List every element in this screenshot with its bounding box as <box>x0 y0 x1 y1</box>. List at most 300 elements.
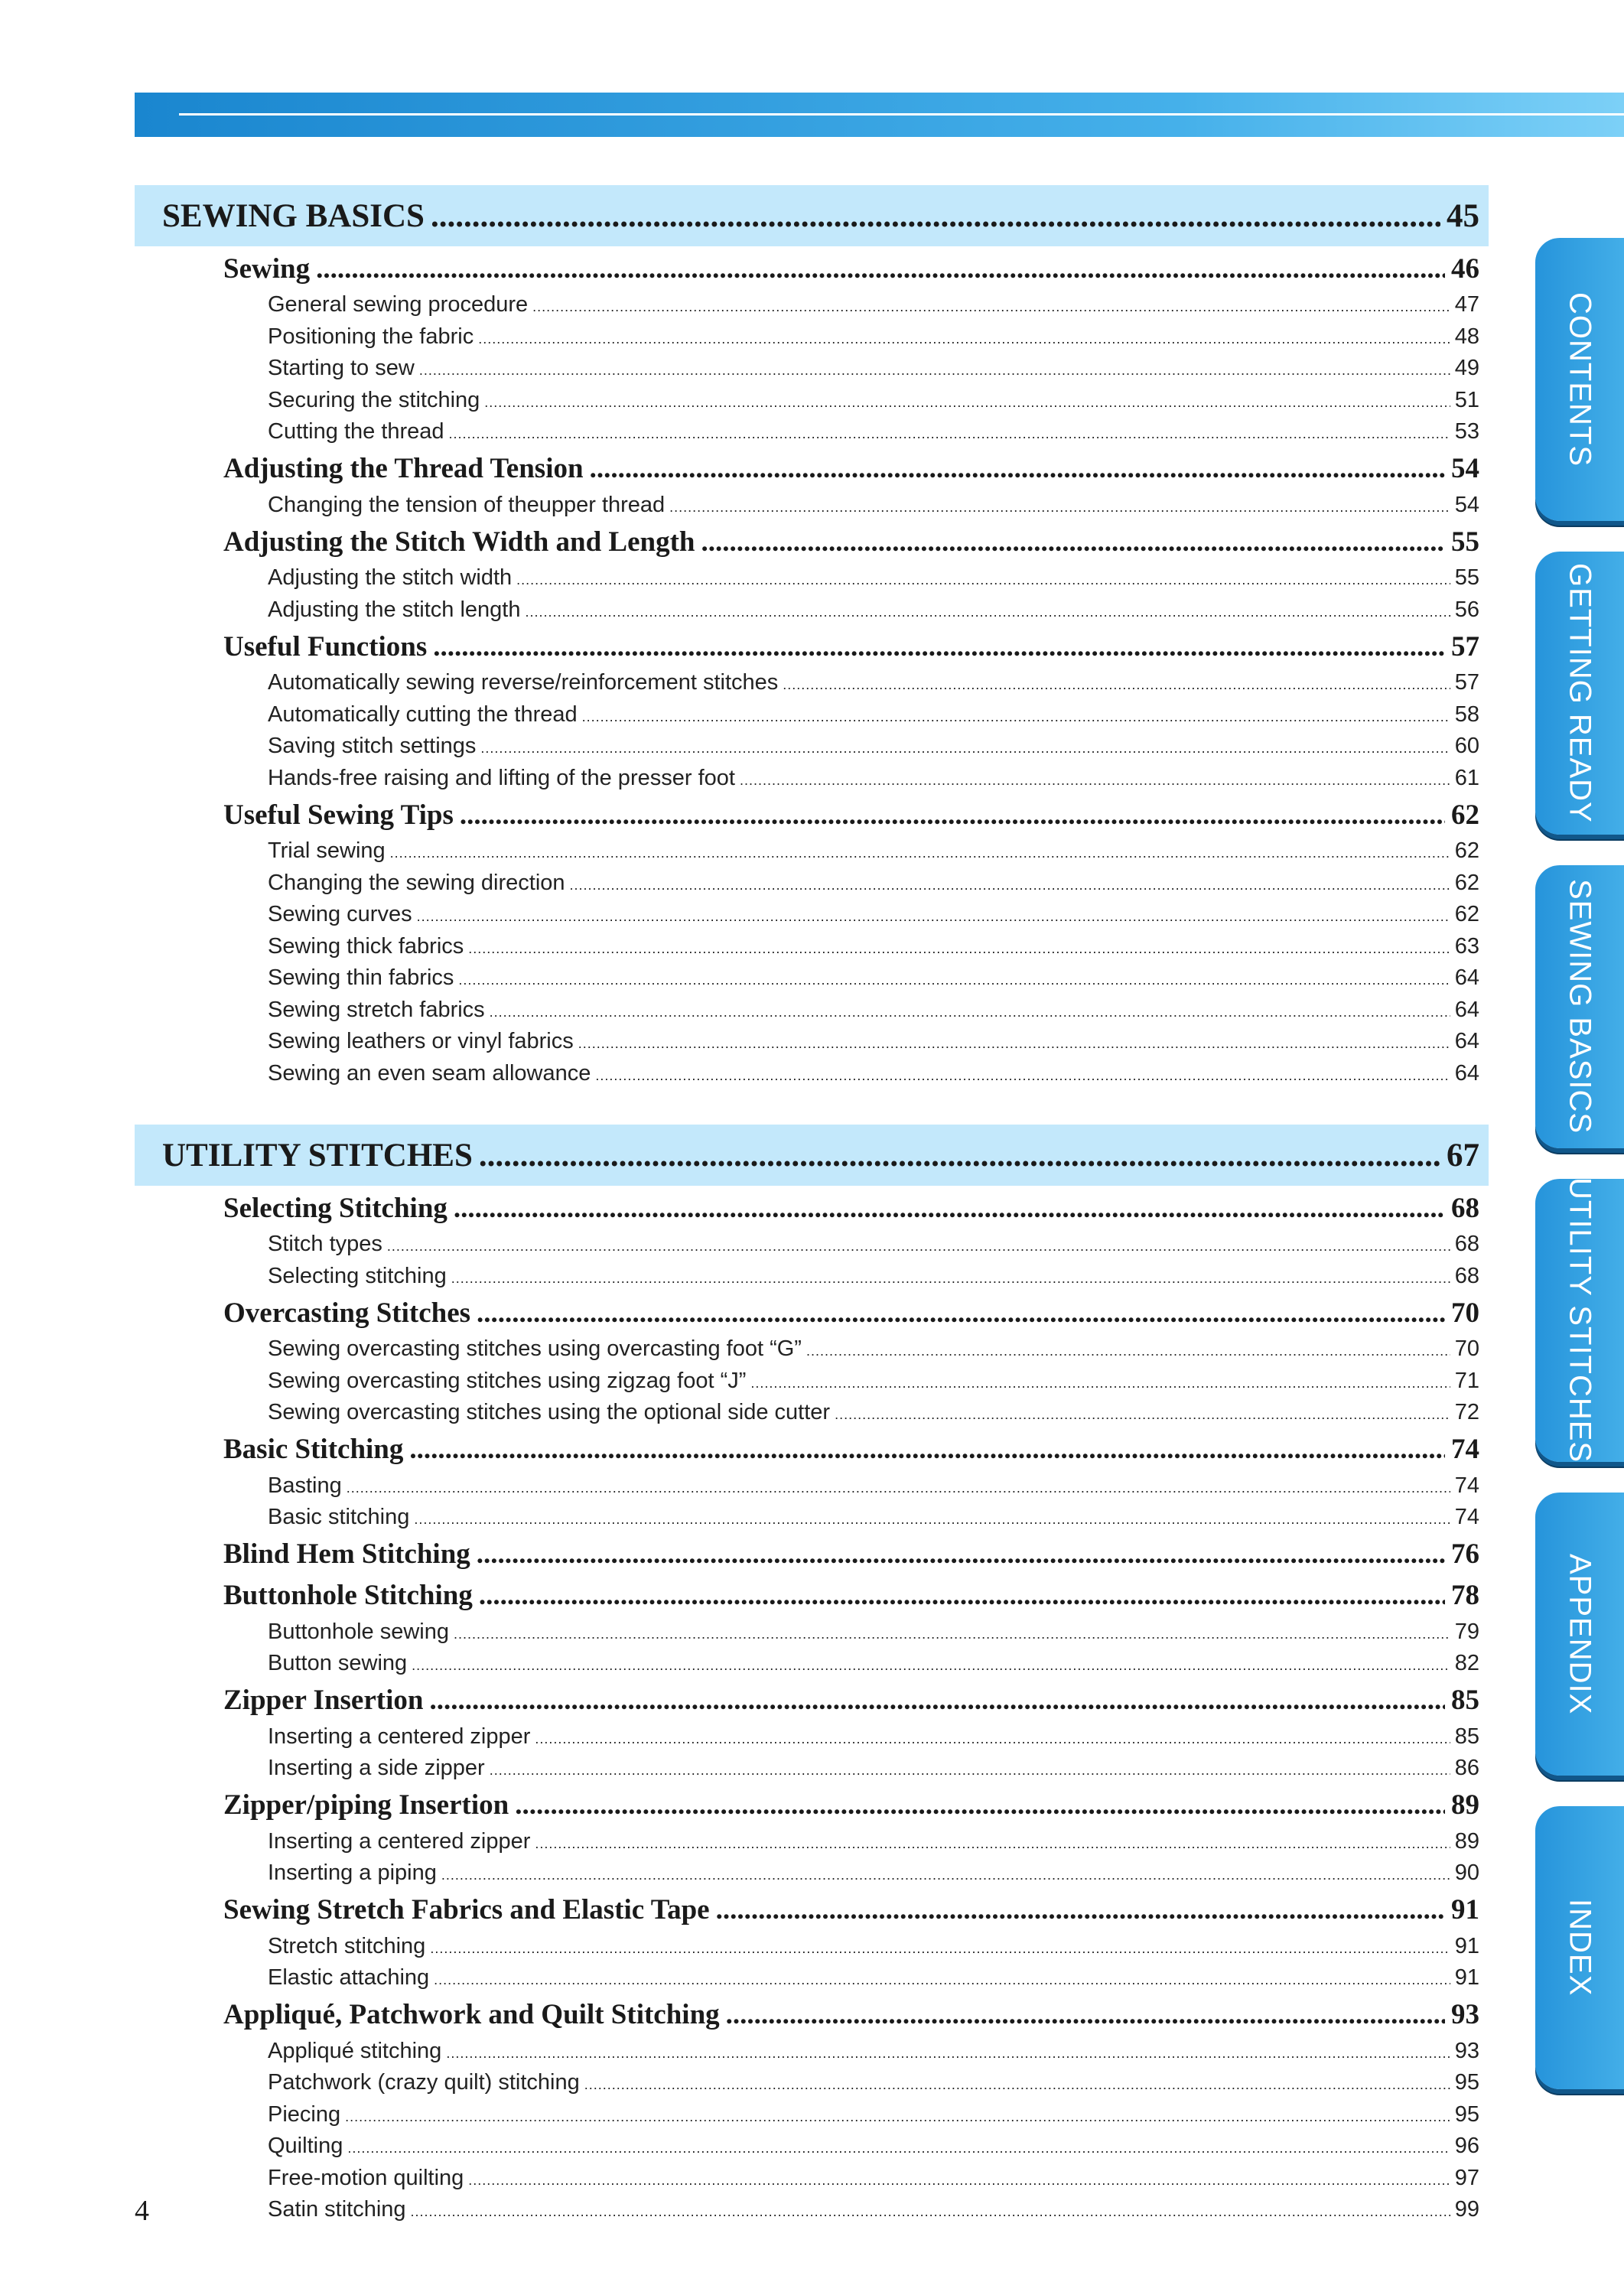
item-entry-page: 55 <box>1454 565 1479 591</box>
subsection <box>135 1575 1489 1616</box>
toc-item <box>135 1721 1489 1753</box>
dot-leader <box>578 1036 1450 1052</box>
item-entry-label: General sewing procedure <box>268 292 529 317</box>
toc-item <box>135 353 1489 385</box>
toc-item <box>135 1753 1489 1785</box>
item-entry-page: 93 <box>1454 2038 1479 2063</box>
subsection-entry-label: Sewing <box>223 252 311 285</box>
dot-leader <box>701 526 1446 558</box>
subsection-entry-page: 91 <box>1451 1894 1479 1926</box>
item-entry-label: Patchwork (crazy quilt) stitching <box>268 2070 580 2095</box>
dot-leader <box>525 604 1450 620</box>
subsection-entry-page: 89 <box>1451 1789 1479 1821</box>
dot-leader <box>390 845 1450 861</box>
item-entry[interactable] <box>268 1473 1479 1499</box>
item-entry[interactable] <box>268 1620 1479 1645</box>
dot-leader <box>429 1684 1445 1717</box>
subsection-entry-label: Basic Stitching <box>223 1434 404 1465</box>
dot-leader <box>490 1763 1450 1779</box>
item-entry[interactable] <box>268 965 1479 991</box>
dot-leader <box>414 1512 1450 1528</box>
item-entry[interactable] <box>268 1965 1479 1991</box>
item-entry-label: Button sewing <box>268 1651 408 1676</box>
tab-label: UTILITY STITCHES <box>1563 1177 1597 1463</box>
subsection-entry[interactable] <box>223 1789 1479 1821</box>
section-entry-label: SEWING BASICS <box>162 197 425 234</box>
dot-leader <box>783 677 1450 693</box>
item-entry[interactable] <box>268 1651 1479 1676</box>
section-header <box>135 1125 1489 1186</box>
item-entry-label: Sewing overcasting stitches using zigzag foot “J” <box>268 1368 747 1393</box>
item-entry-label: Saving stitch settings <box>268 734 477 759</box>
item-entry-label: Buttonhole sewing <box>268 1619 449 1644</box>
toc-item <box>135 1962 1489 1994</box>
dot-leader <box>835 1407 1450 1423</box>
toc-item <box>135 1366 1489 1398</box>
item-entry-label: Quilting <box>268 2134 343 2159</box>
item-entry-page: 62 <box>1454 902 1479 927</box>
dot-leader <box>431 197 1440 235</box>
item-entry-label: Stretch stitching <box>268 1933 426 1958</box>
item-entry[interactable] <box>268 1264 1479 1289</box>
item-entry-page: 57 <box>1454 670 1479 695</box>
dot-leader <box>479 1137 1440 1174</box>
subsection-entry[interactable] <box>223 799 1479 832</box>
toc-item <box>135 1026 1489 1058</box>
subsection-entry-label: Overcasting Stitches <box>223 1297 471 1329</box>
table-of-contents <box>135 185 1489 2226</box>
toc-item <box>135 2067 1489 2099</box>
item-entry-label: Inserting a centered zipper <box>268 1724 531 1749</box>
item-entry-label: Securing the stitching <box>268 387 480 412</box>
dot-leader <box>584 2077 1450 2093</box>
tab-appendix[interactable] <box>1535 1493 1624 1776</box>
item-entry-label: Hands-free raising and lifting of the presser foot <box>268 765 735 790</box>
subsection-entry-label: Useful Functions <box>223 630 428 662</box>
item-entry-page: 89 <box>1454 1828 1479 1854</box>
item-entry-page: 72 <box>1454 1400 1479 1425</box>
dot-leader <box>430 1941 1450 1957</box>
dot-leader <box>480 741 1450 757</box>
dot-leader <box>316 252 1445 285</box>
item-entry[interactable] <box>268 838 1479 864</box>
item-entry-page: 47 <box>1454 292 1479 317</box>
item-entry-label: Starting to sew <box>268 356 415 381</box>
item-entry-page: 90 <box>1454 1860 1479 1886</box>
item-entry[interactable] <box>268 292 1479 317</box>
subsection-entry[interactable] <box>223 1998 1479 2031</box>
dot-leader <box>750 1375 1450 1392</box>
item-entry-page: 91 <box>1454 1965 1479 1991</box>
tab-contents[interactable] <box>1535 238 1624 521</box>
item-entry-label: Adjusting the stitch width <box>268 565 513 591</box>
dot-leader <box>516 572 1450 588</box>
toc-item <box>135 2163 1489 2195</box>
subsection <box>135 1680 1489 1721</box>
item-entry[interactable] <box>268 2039 1479 2064</box>
toc-item <box>135 2099 1489 2131</box>
toc-item <box>135 1931 1489 1963</box>
dot-leader <box>726 1998 1445 2031</box>
item-entry-page: 58 <box>1454 702 1479 727</box>
item-entry-page: 64 <box>1454 1060 1479 1086</box>
dot-leader <box>582 709 1450 725</box>
item-entry[interactable] <box>268 356 1479 381</box>
item-entry-page: 95 <box>1454 2070 1479 2095</box>
dot-leader <box>477 1297 1445 1330</box>
toc-item <box>135 667 1489 699</box>
dot-leader <box>460 799 1445 832</box>
toc-item <box>135 1058 1489 1090</box>
dot-leader <box>806 1343 1450 1359</box>
dot-leader <box>468 941 1450 957</box>
item-entry[interactable] <box>268 702 1479 728</box>
item-entry[interactable] <box>268 1061 1479 1086</box>
subsection-entry-label: Adjusting the Thread Tension <box>223 453 584 484</box>
subsection-entry[interactable] <box>223 252 1479 285</box>
subsection <box>135 1534 1489 1575</box>
item-entry-label: Basting <box>268 1473 342 1498</box>
dot-leader <box>434 1972 1450 1988</box>
subsection <box>135 1785 1489 1826</box>
subsection-entry-label: Blind Hem Stitching <box>223 1538 470 1570</box>
item-entry-label: Automatically cutting the thread <box>268 702 578 727</box>
item-entry-label: Cutting the thread <box>268 419 444 444</box>
dot-leader <box>419 363 1450 379</box>
item-entry[interactable] <box>268 998 1479 1023</box>
item-entry[interactable] <box>268 934 1479 959</box>
dot-leader <box>479 1579 1445 1612</box>
item-entry-page: 56 <box>1454 597 1479 622</box>
item-entry-label: Appliqué stitching <box>268 2038 442 2063</box>
item-entry-label: Sewing stretch fabrics <box>268 997 485 1022</box>
toc-item <box>135 699 1489 731</box>
subsection <box>135 626 1489 667</box>
subsection-entry[interactable] <box>223 1297 1479 1330</box>
item-entry[interactable] <box>268 419 1479 444</box>
subsection-entry[interactable] <box>223 526 1479 558</box>
item-entry-label: Sewing an even seam allowance <box>268 1060 591 1086</box>
dot-leader <box>433 630 1445 663</box>
toc-item <box>135 1229 1489 1261</box>
dot-leader <box>446 2046 1450 2062</box>
toc-item <box>135 1648 1489 1680</box>
subsection <box>135 1292 1489 1333</box>
tab-index[interactable] <box>1535 1806 1624 2089</box>
item-entry-page: 91 <box>1454 1933 1479 1958</box>
item-entry-page: 74 <box>1454 1473 1479 1498</box>
dot-leader <box>669 500 1450 516</box>
item-entry-label: Sewing overcasting stitches using overcasting foot “G” <box>268 1336 802 1362</box>
item-entry-label: Inserting a side zipper <box>268 1756 485 1781</box>
dot-leader <box>451 1271 1450 1287</box>
dot-leader <box>490 1004 1450 1021</box>
dot-leader <box>468 2173 1450 2189</box>
toc-item <box>135 1616 1489 1649</box>
toc-item <box>135 562 1489 594</box>
section-entry[interactable] <box>162 1137 1479 1174</box>
item-entry-page: 61 <box>1454 765 1479 790</box>
toc-item <box>135 416 1489 448</box>
subsection-entry-page: 70 <box>1451 1297 1479 1329</box>
subsection-entry-page: 57 <box>1451 630 1479 662</box>
item-entry-page: 68 <box>1454 1263 1479 1288</box>
item-entry-label: Free-motion quilting <box>268 2165 464 2190</box>
item-entry-label: Positioning the fabric <box>268 324 474 349</box>
toc-item <box>135 763 1489 795</box>
toc-item <box>135 1502 1489 1534</box>
tab-sewing-basics[interactable] <box>1535 865 1624 1148</box>
item-entry[interactable] <box>268 670 1479 695</box>
item-entry[interactable] <box>268 1400 1479 1425</box>
subsection <box>135 521 1489 562</box>
item-entry[interactable] <box>268 324 1479 350</box>
item-entry-label: Changing the sewing direction <box>268 870 565 895</box>
toc-item <box>135 1470 1489 1502</box>
dot-leader <box>441 1867 1450 1883</box>
header-bar <box>135 93 1624 137</box>
dot-leader <box>345 2109 1450 2125</box>
subsection-entry-label: Selecting Stitching <box>223 1192 447 1224</box>
dot-leader <box>590 452 1445 485</box>
dot-leader <box>417 909 1450 925</box>
item-entry-label: Sewing overcasting stitches using the optional side cutter <box>268 1400 831 1425</box>
subsection <box>135 1429 1489 1470</box>
item-entry[interactable] <box>268 388 1479 413</box>
item-entry-label: Sewing thin fabrics <box>268 965 454 991</box>
item-entry[interactable] <box>268 1232 1479 1257</box>
item-entry[interactable] <box>268 1934 1479 1959</box>
dot-leader <box>347 2140 1450 2157</box>
item-entry[interactable] <box>268 2197 1479 2222</box>
item-entry-page: 64 <box>1454 1029 1479 1054</box>
item-entry[interactable] <box>268 1756 1479 1781</box>
dot-leader <box>535 1731 1450 1747</box>
toc-item <box>135 931 1489 963</box>
item-entry-page: 53 <box>1454 419 1479 444</box>
toc-item <box>135 594 1489 627</box>
item-entry-page: 97 <box>1454 2165 1479 2190</box>
subsection-entry[interactable] <box>223 1538 1479 1571</box>
subsection-entry-label: Appliqué, Patchwork and Quilt Stitching <box>223 1999 720 2030</box>
tab-label: APPENDIX <box>1563 1553 1597 1715</box>
dot-leader <box>532 299 1450 315</box>
item-entry[interactable] <box>268 2166 1479 2191</box>
item-entry[interactable] <box>268 734 1479 759</box>
item-entry-label: Elastic attaching <box>268 1965 430 1991</box>
toc-item <box>135 1397 1489 1429</box>
item-entry[interactable] <box>268 1029 1479 1054</box>
item-entry-page: 63 <box>1454 933 1479 959</box>
item-entry-label: Inserting a centered zipper <box>268 1828 531 1854</box>
dot-leader <box>458 972 1450 988</box>
item-entry-label: Satin stitching <box>268 2197 406 2222</box>
item-entry[interactable] <box>268 1336 1479 1362</box>
subsection-entry-label: Zipper Insertion <box>223 1685 424 1716</box>
tab-label: GETTING READY <box>1563 563 1597 823</box>
item-entry[interactable] <box>268 871 1479 896</box>
subsection-entry[interactable] <box>223 1684 1479 1717</box>
subsection-entry-label: Sewing Stretch Fabrics and Elastic Tape <box>223 1894 710 1926</box>
item-entry-page: 71 <box>1454 1368 1479 1393</box>
item-entry-page: 60 <box>1454 734 1479 759</box>
item-entry-page: 82 <box>1454 1651 1479 1676</box>
item-entry-page: 74 <box>1454 1505 1479 1530</box>
item-entry-page: 99 <box>1454 2197 1479 2222</box>
toc-item <box>135 2194 1489 2226</box>
dot-leader <box>535 1836 1450 1852</box>
item-entry-label: Adjusting the stitch length <box>268 597 521 622</box>
subsection <box>135 1890 1489 1931</box>
subsection-entry-page: 62 <box>1451 799 1479 831</box>
dot-leader <box>411 2204 1450 2220</box>
subsection-entry-page: 54 <box>1451 453 1479 484</box>
toc-item <box>135 1857 1489 1890</box>
page-number: 4 <box>135 2195 149 2227</box>
toc-item <box>135 962 1489 994</box>
tab-label: SEWING BASICS <box>1563 879 1597 1134</box>
item-entry[interactable] <box>268 1505 1479 1530</box>
dot-leader <box>515 1789 1445 1821</box>
tab-utility-stitches[interactable] <box>1535 1179 1624 1462</box>
item-entry-page: 49 <box>1454 356 1479 381</box>
section-entry-label: UTILITY STITCHES <box>162 1137 473 1174</box>
item-entry[interactable] <box>268 1829 1479 1854</box>
dot-leader <box>478 331 1450 347</box>
item-entry-label: Selecting stitching <box>268 1263 447 1288</box>
section-header <box>135 185 1489 246</box>
tab-getting-ready[interactable] <box>1535 552 1624 835</box>
item-entry-page: 64 <box>1454 997 1479 1022</box>
subsection-entry-page: 76 <box>1451 1538 1479 1570</box>
item-entry-page: 62 <box>1454 870 1479 895</box>
item-entry-label: Sewing curves <box>268 902 412 927</box>
item-entry-page: 48 <box>1454 324 1479 349</box>
item-entry-label: Automatically sewing reverse/reinforcement stitches <box>268 670 779 695</box>
item-entry-page: 96 <box>1454 2134 1479 2159</box>
item-entry[interactable] <box>268 2070 1479 2095</box>
subsection-entry[interactable] <box>223 1433 1479 1466</box>
item-entry-page: 68 <box>1454 1232 1479 1257</box>
subsection-entry-page: 68 <box>1451 1192 1479 1224</box>
dot-leader <box>716 1893 1445 1926</box>
toc-item <box>135 289 1489 321</box>
toc-item <box>135 731 1489 763</box>
subsection <box>135 1187 1489 1229</box>
item-entry-page: 51 <box>1454 387 1479 412</box>
dot-leader <box>595 1068 1450 1084</box>
toc-item <box>135 321 1489 353</box>
subsection-entry[interactable] <box>223 1893 1479 1926</box>
subsection-entry-page: 46 <box>1451 252 1479 285</box>
dot-leader <box>454 1192 1445 1225</box>
item-entry-label: Sewing leathers or vinyl fabrics <box>268 1029 574 1054</box>
dot-leader <box>477 1538 1445 1571</box>
subsection-entry-page: 74 <box>1451 1434 1479 1465</box>
item-entry-page: 70 <box>1454 1336 1479 1362</box>
subsection-entry-page: 55 <box>1451 526 1479 558</box>
item-entry[interactable] <box>268 1860 1479 1886</box>
tab-label: INDEX <box>1563 1899 1597 1997</box>
item-entry[interactable] <box>268 565 1479 591</box>
section-entry[interactable] <box>162 197 1479 235</box>
dot-leader <box>347 1480 1450 1496</box>
dot-leader <box>409 1433 1445 1466</box>
item-entry-label: Sewing thick fabrics <box>268 933 464 959</box>
subsection <box>135 448 1489 490</box>
subsection <box>135 248 1489 289</box>
dot-leader <box>387 1239 1450 1255</box>
item-entry-page: 95 <box>1454 2101 1479 2127</box>
section-entry-page: 67 <box>1447 1137 1479 1174</box>
toc-item <box>135 899 1489 931</box>
toc-item <box>135 868 1489 900</box>
dot-leader <box>412 1658 1450 1674</box>
subsection-entry-page: 78 <box>1451 1580 1479 1611</box>
subsection <box>135 1994 1489 2036</box>
item-entry-page: 85 <box>1454 1724 1479 1749</box>
toc-item <box>135 994 1489 1027</box>
subsection-entry-label: Buttonhole Stitching <box>223 1580 473 1611</box>
item-entry-page: 79 <box>1454 1619 1479 1644</box>
subsection-entry-label: Useful Sewing Tips <box>223 799 454 831</box>
item-entry-page: 64 <box>1454 965 1479 991</box>
section-entry-page: 45 <box>1447 197 1479 234</box>
item-entry[interactable] <box>268 1724 1479 1750</box>
dot-leader <box>570 877 1450 894</box>
dot-leader <box>484 395 1450 411</box>
subsection-entry[interactable] <box>223 1192 1479 1225</box>
header-rule <box>179 113 1624 116</box>
dot-leader <box>740 773 1450 789</box>
subsection-entry[interactable] <box>223 452 1479 485</box>
tab-label: CONTENTS <box>1563 292 1597 467</box>
item-entry-label: Inserting a piping <box>268 1860 437 1886</box>
subsection-entry-label: Adjusting the Stitch Width and Length <box>223 526 695 558</box>
item-entry[interactable] <box>268 597 1479 623</box>
dot-leader <box>454 1626 1450 1642</box>
item-entry[interactable] <box>268 766 1479 791</box>
subsection <box>135 794 1489 835</box>
subsection-entry-page: 93 <box>1451 1999 1479 2030</box>
item-entry-page: 62 <box>1454 838 1479 864</box>
item-entry[interactable] <box>268 2134 1479 2159</box>
item-entry-label: Changing the tension of theupper thread <box>268 492 666 517</box>
subsection-entry-page: 85 <box>1451 1685 1479 1716</box>
toc-item <box>135 2036 1489 2068</box>
toc-item <box>135 385 1489 417</box>
item-entry-label: Stitch types <box>268 1232 382 1257</box>
dot-leader <box>449 426 1450 442</box>
toc-item <box>135 1261 1489 1293</box>
toc-item <box>135 1333 1489 1366</box>
item-entry[interactable] <box>268 1369 1479 1394</box>
toc-item <box>135 490 1489 522</box>
subsection-entry[interactable] <box>223 1579 1479 1612</box>
item-entry-page: 54 <box>1454 492 1479 517</box>
toc-item <box>135 2131 1489 2163</box>
item-entry-label: Basic stitching <box>268 1505 410 1530</box>
item-entry[interactable] <box>268 2102 1479 2127</box>
subsection-entry-label: Zipper/piping Insertion <box>223 1789 509 1821</box>
item-entry[interactable] <box>268 902 1479 927</box>
item-entry-label: Piecing <box>268 2101 341 2127</box>
toc-item <box>135 835 1489 868</box>
subsection-entry[interactable] <box>223 630 1479 663</box>
item-entry-label: Trial sewing <box>268 838 386 864</box>
item-entry[interactable] <box>268 493 1479 518</box>
toc-item <box>135 1826 1489 1858</box>
